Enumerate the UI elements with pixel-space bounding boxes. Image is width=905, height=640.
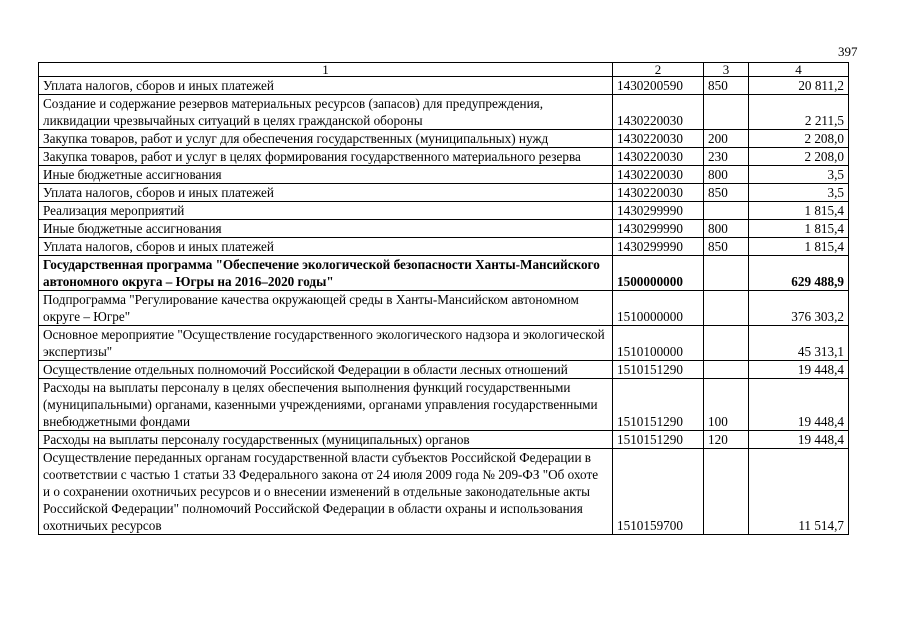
row-amount: 20 811,2: [749, 77, 849, 95]
row-name: Создание и содержание резервов материальных ресурсов (запасов) для предупреждения, ликвидации чрезвычайных ситуаций в целях гражданской обороны: [39, 95, 613, 130]
row-name: Реализация мероприятий: [39, 202, 613, 220]
row-name: Закупка товаров, работ и услуг в целях формирования государственного материального резерва: [39, 148, 613, 166]
table-row: [39, 148, 849, 166]
row-amount: 1 815,4: [749, 202, 849, 220]
table-row: [39, 449, 849, 535]
header-cell-1: 1: [39, 63, 613, 77]
row-amount: 2 211,5: [749, 95, 849, 130]
row-type: [704, 449, 749, 535]
row-amount: 2 208,0: [749, 130, 849, 148]
row-code: 1510151290: [613, 361, 704, 379]
row-type: 850: [704, 77, 749, 95]
page-number: 397: [838, 44, 858, 59]
row-amount: 19 448,4: [749, 431, 849, 449]
row-name: Уплата налогов, сборов и иных платежей: [39, 184, 613, 202]
header-cell-2: 2: [613, 63, 704, 77]
row-name: Закупка товаров, работ и услуг для обеспечения государственных (муниципальных) нужд: [39, 130, 613, 148]
table-row: [39, 379, 849, 431]
row-type: 200: [704, 130, 749, 148]
row-code: 1430220030: [613, 166, 704, 184]
row-name: Осуществление переданных органам государственной власти субъектов Российской Федерации в соответствии с частью 1 статьи 33 Федерального закона от 24 июля 2009 года № 209-ФЗ "Об охоте и о сохранении охотничьих ресурсов и о внесении изменений в отдельные законодательные акты Российской Федерации" полномочий Российской Федерации в области охраны и использования охотничьих ресурсов: [39, 449, 613, 535]
table-row: [39, 326, 849, 361]
row-type: 800: [704, 220, 749, 238]
row-type: 230: [704, 148, 749, 166]
row-name: Иные бюджетные ассигнования: [39, 220, 613, 238]
row-code: 1430299990: [613, 202, 704, 220]
row-type: 120: [704, 431, 749, 449]
row-code: 1510100000: [613, 326, 704, 361]
table-row: [39, 431, 849, 449]
budget-table: [38, 62, 849, 535]
row-code: 1430220030: [613, 95, 704, 130]
row-amount: 19 448,4: [749, 379, 849, 431]
row-type: [704, 202, 749, 220]
row-type: 100: [704, 379, 749, 431]
header-row: [39, 63, 849, 77]
row-name: Расходы на выплаты персоналу государственных (муниципальных) органов: [39, 431, 613, 449]
table-row: [39, 238, 849, 256]
row-type: 800: [704, 166, 749, 184]
row-name: Основное мероприятие "Осуществление государственного экологического надзора и экологической экспертизы": [39, 326, 613, 361]
row-type: [704, 291, 749, 326]
row-type: [704, 95, 749, 130]
row-code: 1430220030: [613, 130, 704, 148]
row-code: 1430299990: [613, 220, 704, 238]
row-amount: 376 303,2: [749, 291, 849, 326]
row-amount: 1 815,4: [749, 220, 849, 238]
table-row: [39, 220, 849, 238]
row-code: 1500000000: [613, 256, 704, 291]
row-amount: 629 488,9: [749, 256, 849, 291]
table-row: [39, 256, 849, 291]
row-code: 1430299990: [613, 238, 704, 256]
row-code: 1510151290: [613, 431, 704, 449]
header-cell-4: 4: [749, 63, 849, 77]
budget-table-body: [39, 63, 849, 535]
row-amount: 1 815,4: [749, 238, 849, 256]
table-row: [39, 361, 849, 379]
row-name: Осуществление отдельных полномочий Российской Федерации в области лесных отношений: [39, 361, 613, 379]
row-amount: 2 208,0: [749, 148, 849, 166]
row-amount: 11 514,7: [749, 449, 849, 535]
row-type: [704, 256, 749, 291]
table-row: [39, 130, 849, 148]
row-amount: 45 313,1: [749, 326, 849, 361]
row-name: Подпрограмма "Регулирование качества окружающей среды в Ханты-Мансийском автономном округе – Югре": [39, 291, 613, 326]
row-code: 1430220030: [613, 148, 704, 166]
row-type: 850: [704, 238, 749, 256]
row-code: 1430200590: [613, 77, 704, 95]
row-name: Иные бюджетные ассигнования: [39, 166, 613, 184]
row-amount: 3,5: [749, 184, 849, 202]
table-row: [39, 95, 849, 130]
row-name: Уплата налогов, сборов и иных платежей: [39, 77, 613, 95]
table-row: [39, 291, 849, 326]
header-cell-3: 3: [704, 63, 749, 77]
row-type: [704, 326, 749, 361]
row-name: Государственная программа "Обеспечение экологической безопасности Ханты-Мансийского автономного округа – Югры на 2016–2020 годы": [39, 256, 613, 291]
table-row: [39, 202, 849, 220]
row-code: 1510159700: [613, 449, 704, 535]
row-amount: 3,5: [749, 166, 849, 184]
row-amount: 19 448,4: [749, 361, 849, 379]
row-type: 850: [704, 184, 749, 202]
row-name: Уплата налогов, сборов и иных платежей: [39, 238, 613, 256]
table-row: [39, 77, 849, 95]
table-row: [39, 166, 849, 184]
row-code: 1430220030: [613, 184, 704, 202]
row-type: [704, 361, 749, 379]
row-code: 1510000000: [613, 291, 704, 326]
row-code: 1510151290: [613, 379, 704, 431]
table-row: [39, 184, 849, 202]
row-name: Расходы на выплаты персоналу в целях обеспечения выполнения функций государственными (муниципальными) органами, казенными учреждениями, органами управления государственными внебюджетными фондами: [39, 379, 613, 431]
